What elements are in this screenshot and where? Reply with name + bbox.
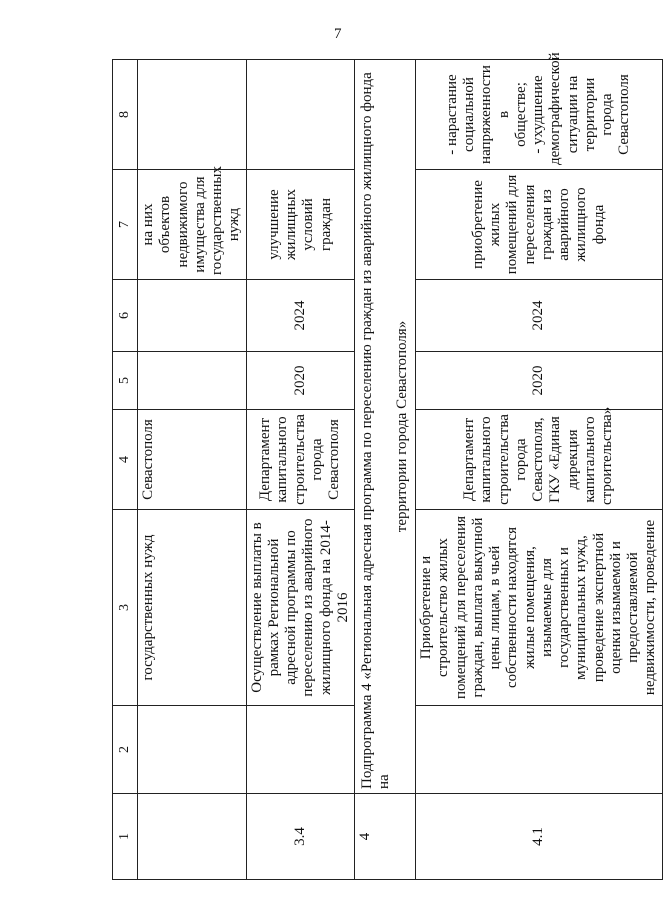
cell-consequence: - нарастание социальной напряженности в обществе; - ухудшение демографической ситуации на территории города Севастополя	[416, 60, 663, 170]
rotated-table-wrapper	[112, 52, 659, 880]
cell-activity: Осуществление выплаты в рамках Региональной адресной программы по переселению из аварийного жилищного фонда на 2014- 2016	[246, 510, 355, 706]
cell-start-year	[138, 352, 247, 410]
cell-end-year	[138, 280, 247, 352]
header-cell: 5	[113, 352, 138, 410]
header-cell: 2	[113, 706, 138, 794]
program-table	[112, 52, 663, 880]
subprogram-title	[355, 60, 416, 794]
table-row	[246, 60, 355, 880]
cell-result: приобретение жилых помещений для переселения граждан из аварийного жилищного фонда	[416, 170, 663, 280]
subprogram-title-line2: территории города Севастополя»	[393, 320, 410, 533]
subprogram-title-text	[359, 64, 411, 789]
cell-start-year: 2020	[246, 352, 355, 410]
header-cell: 4	[113, 410, 138, 510]
subprogram-row	[355, 60, 416, 880]
header-cell: 8	[113, 60, 138, 170]
cell-executor: Департамент капитального строительства города Севастополя, ГКУ «Единая дирекция капитального строительства»	[416, 410, 663, 510]
table-row	[416, 60, 663, 880]
cell-consequence	[246, 60, 355, 170]
cell-executor: Департамент капитального строительства города Севастополя	[246, 410, 355, 510]
cell-activity: Приобретение и строительство жилых помещений для переселения граждан, выплата выкупной цены лицам, в чьей собственности находятся жилые помещения, изымаемые для государственных и муниципальных нужд, проведение экспертной оценки изымаемой и предоставляемой недвижимости, проведение	[416, 510, 663, 706]
header-row	[113, 60, 138, 880]
cell-result: на них объектов недвижимого имущества для государственных нужд	[138, 170, 247, 280]
header-cell: 7	[113, 170, 138, 280]
page-number: 7	[334, 26, 342, 42]
cell-executor: Севастополя	[138, 410, 247, 510]
cell-activity: государственных нужд	[138, 510, 247, 706]
cell-number: 3.4	[246, 794, 355, 880]
cell-col2	[138, 706, 247, 794]
subprogram-title-line1: Подпрограмма 4 «Региональная адресная программа по переселению граждан из аварийного жилищного фонда на	[359, 72, 393, 789]
cell-end-year: 2024	[416, 280, 663, 352]
cell-start-year: 2020	[416, 352, 663, 410]
cell-result: улучшение жилищных условий граждан	[246, 170, 355, 280]
cell-end-year: 2024	[246, 280, 355, 352]
header-cell: 1	[113, 794, 138, 880]
header-cell: 6	[113, 280, 138, 352]
cell-consequence	[138, 60, 247, 170]
header-cell: 3	[113, 510, 138, 706]
cell-col2	[246, 706, 355, 794]
cell-number	[138, 794, 247, 880]
cell-col2	[416, 706, 663, 794]
subprogram-number: 4	[355, 794, 416, 880]
table-row-continued	[138, 60, 247, 880]
cell-number: 4.1	[416, 794, 663, 880]
